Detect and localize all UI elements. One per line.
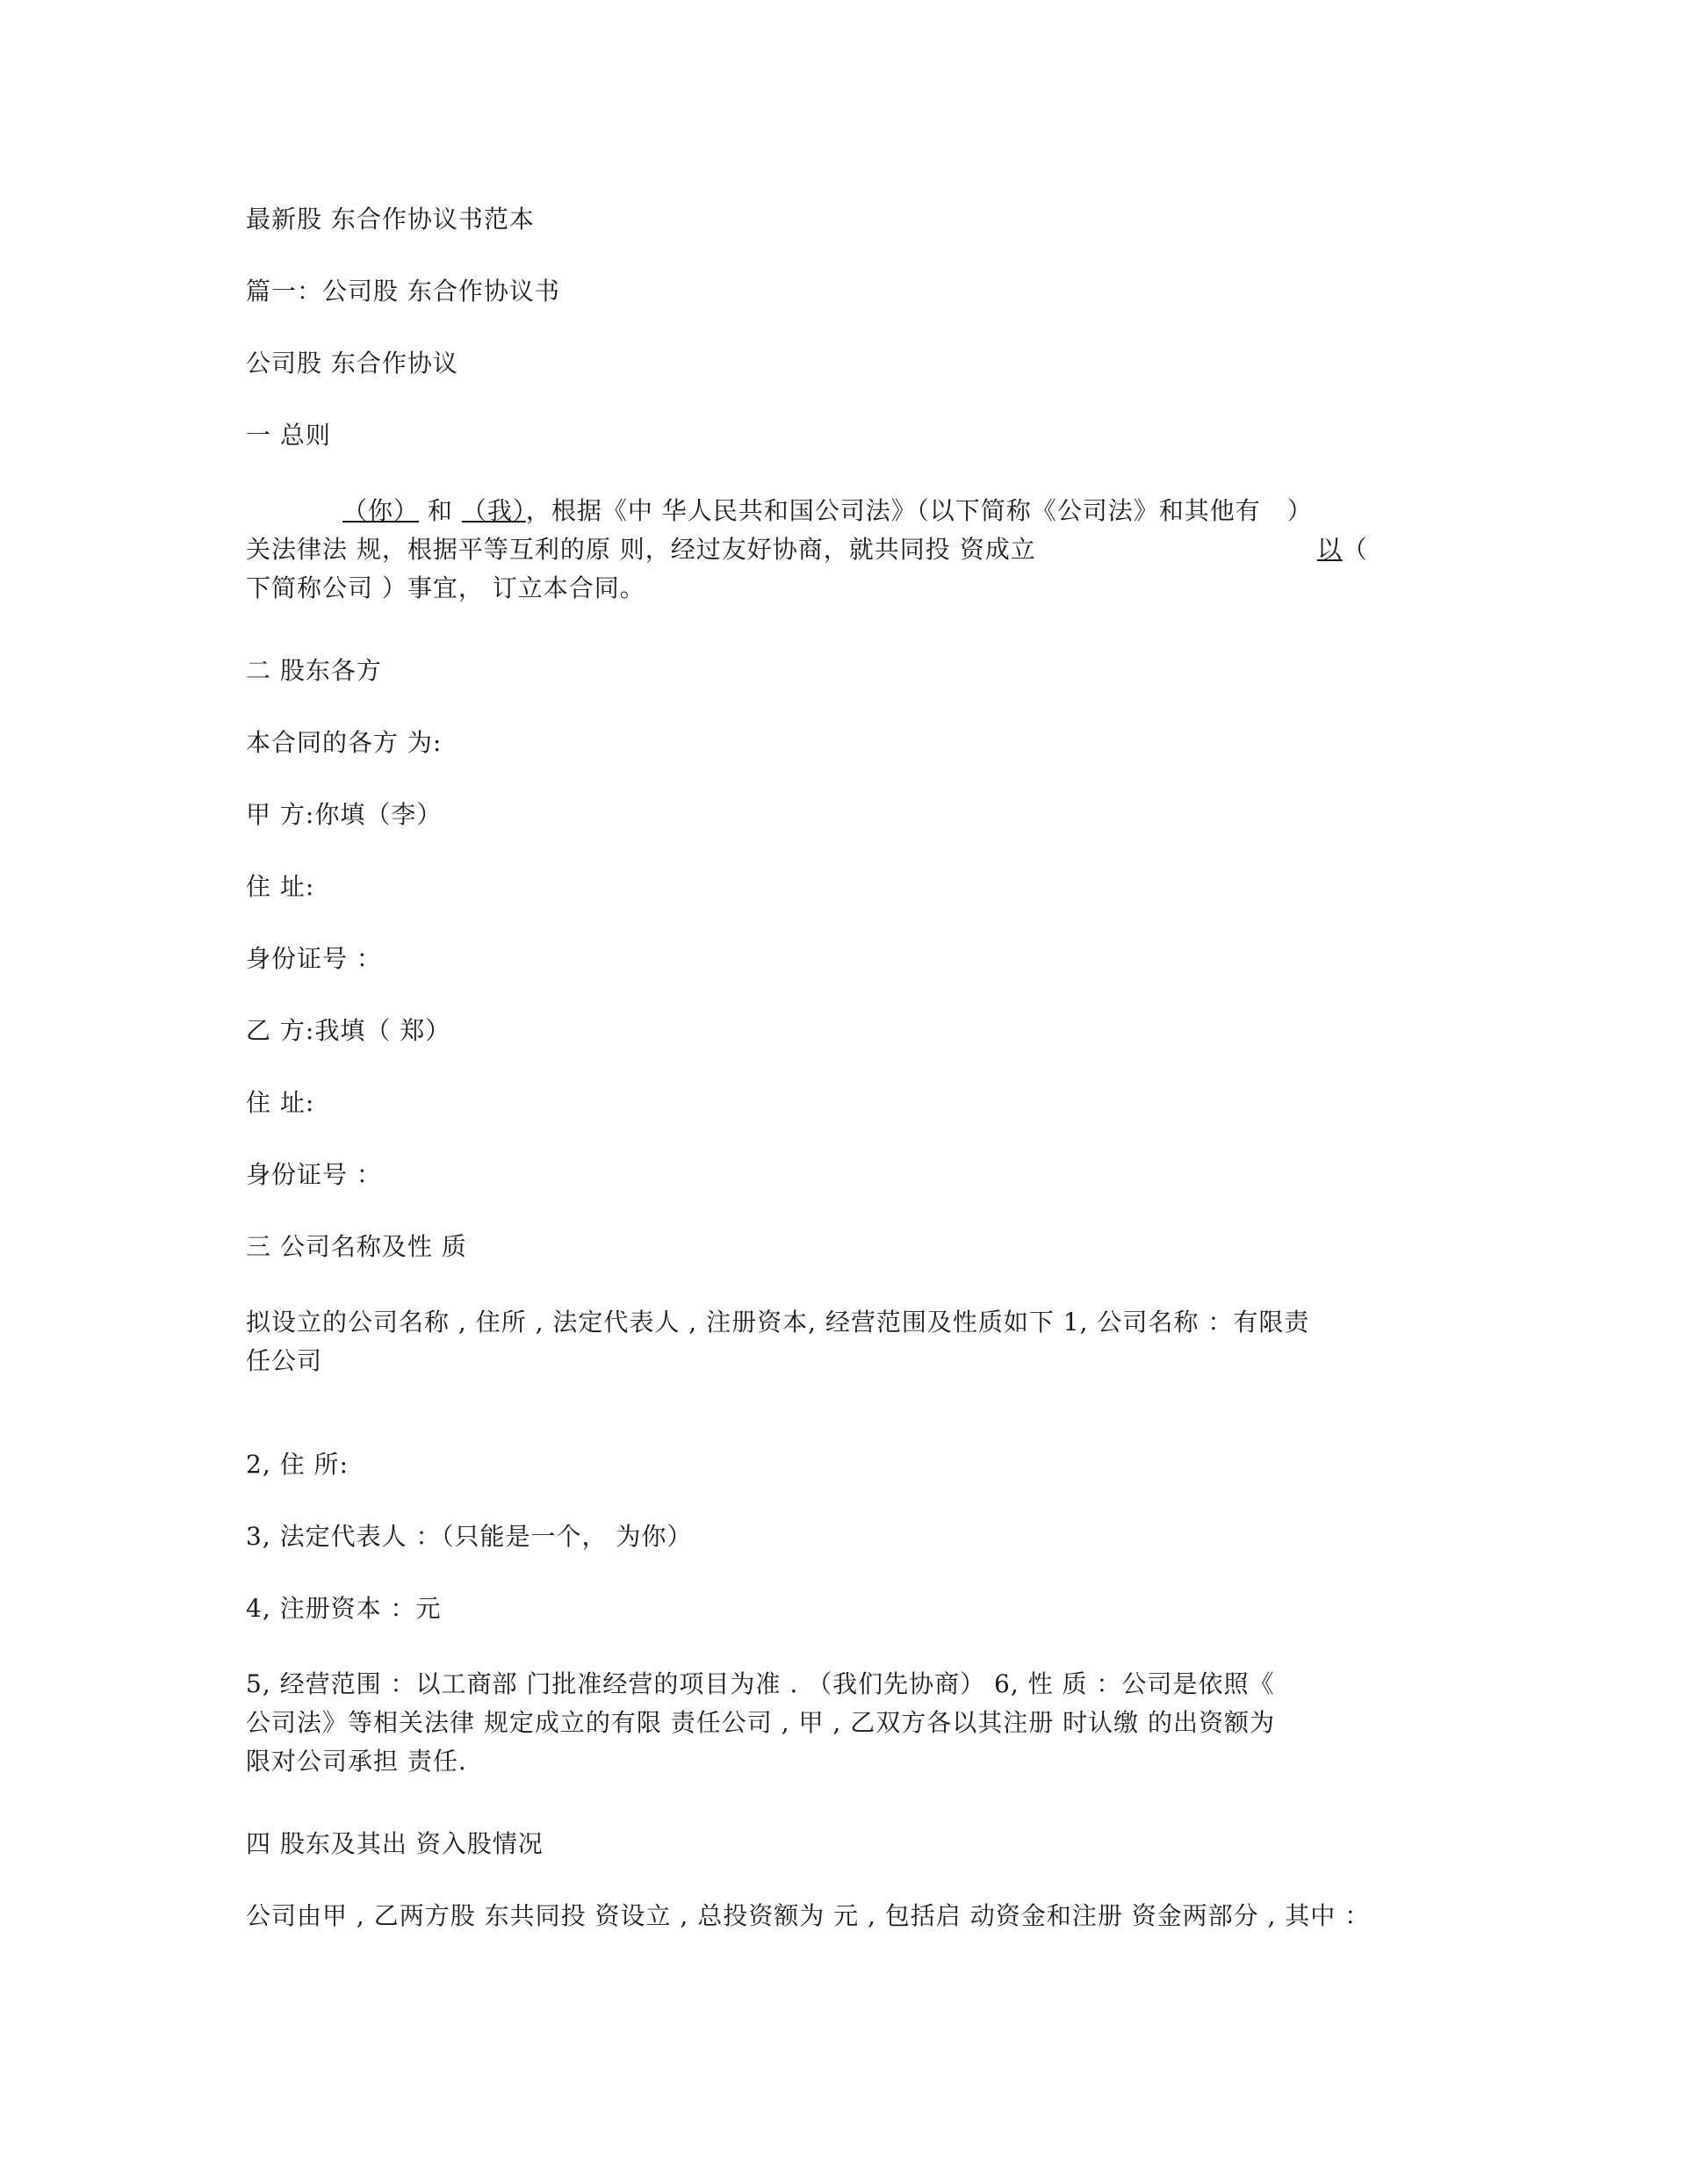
party-a-id-number: 身份证号 ：	[246, 944, 382, 973]
section-1-paragraph	[246, 492, 1458, 608]
parties-intro: 本合同的各方 为:	[246, 728, 443, 757]
fill-blank-company: 以	[1316, 535, 1343, 564]
item-3-legal-representative: 3, 法定代表人 ：（只能是一个， 为你）	[246, 1522, 693, 1551]
item-4-registered-capital: 4, 注册资本 ：元	[246, 1594, 442, 1623]
party-b-address: 住 址:	[246, 1088, 315, 1117]
paragraph-line: 关法律法 规，根据平等互利的原 则，经过友好协商，就共同投 资成立 以（	[246, 535, 1368, 564]
paragraph-line: 任公司	[246, 1346, 323, 1375]
paragraph-line: 拟设立的公司名称 , 住所 , 法定代表人 , 注册资本, 经营范围及性质如下 1, 公司名称 ：有限责	[246, 1308, 1310, 1337]
section-2-heading: 二 股东各方	[246, 656, 382, 685]
fill-blank-you: （你）	[342, 496, 420, 525]
agreement-subtitle: 公司股 东合作协议	[246, 349, 458, 378]
section-1-heading: 一 总则	[246, 421, 331, 450]
section-3-heading: 三 公司名称及性 质	[246, 1232, 467, 1261]
item-5-paragraph	[246, 1665, 1458, 1781]
item-2-address: 2, 住 所:	[246, 1450, 349, 1479]
section-4-heading: 四 股东及其出 资入股情况	[246, 1829, 544, 1858]
paragraph-line: 5, 经营范围 ：以工商部 门批准经营的项目为准 . （我们先协商） 6, 性 质 ：公司是依照《	[246, 1669, 1275, 1698]
paragraph-line: （你） 和 （我），根据《中 华人民共和国公司法》（以下简称《公司法》和其他有 ）	[342, 496, 1313, 525]
section-3-paragraph	[246, 1303, 1458, 1380]
fill-blank-me: （我）	[461, 496, 526, 525]
chapter-heading: 篇一：公司股 东合作协议书	[246, 277, 560, 306]
paragraph-line: 限对公司承担 责任.	[246, 1747, 467, 1776]
section-4-paragraph: 公司由甲 , 乙两方股 东共同投 资设立 , 总投资额为 元 , 包括启 动资金和注册 资金两部分 , 其中 ：	[246, 1901, 1371, 1930]
party-b-id-number: 身份证号 ：	[246, 1160, 382, 1189]
party-b: 乙 方:我填（ 郑）	[246, 1016, 451, 1045]
party-a: 甲 方:你填（李）	[246, 800, 443, 829]
document-title: 最新股 东合作协议书范本	[246, 205, 535, 234]
paragraph-line: 公司法》等相关法律 规定成立的有限 责任公司 , 甲 , 乙双方各以其注册 时认缴 的出资额为	[246, 1708, 1276, 1737]
paragraph-line: 下简称公司 ）事宜， 订立本合同。	[246, 573, 645, 602]
party-a-address: 住 址:	[246, 872, 315, 901]
